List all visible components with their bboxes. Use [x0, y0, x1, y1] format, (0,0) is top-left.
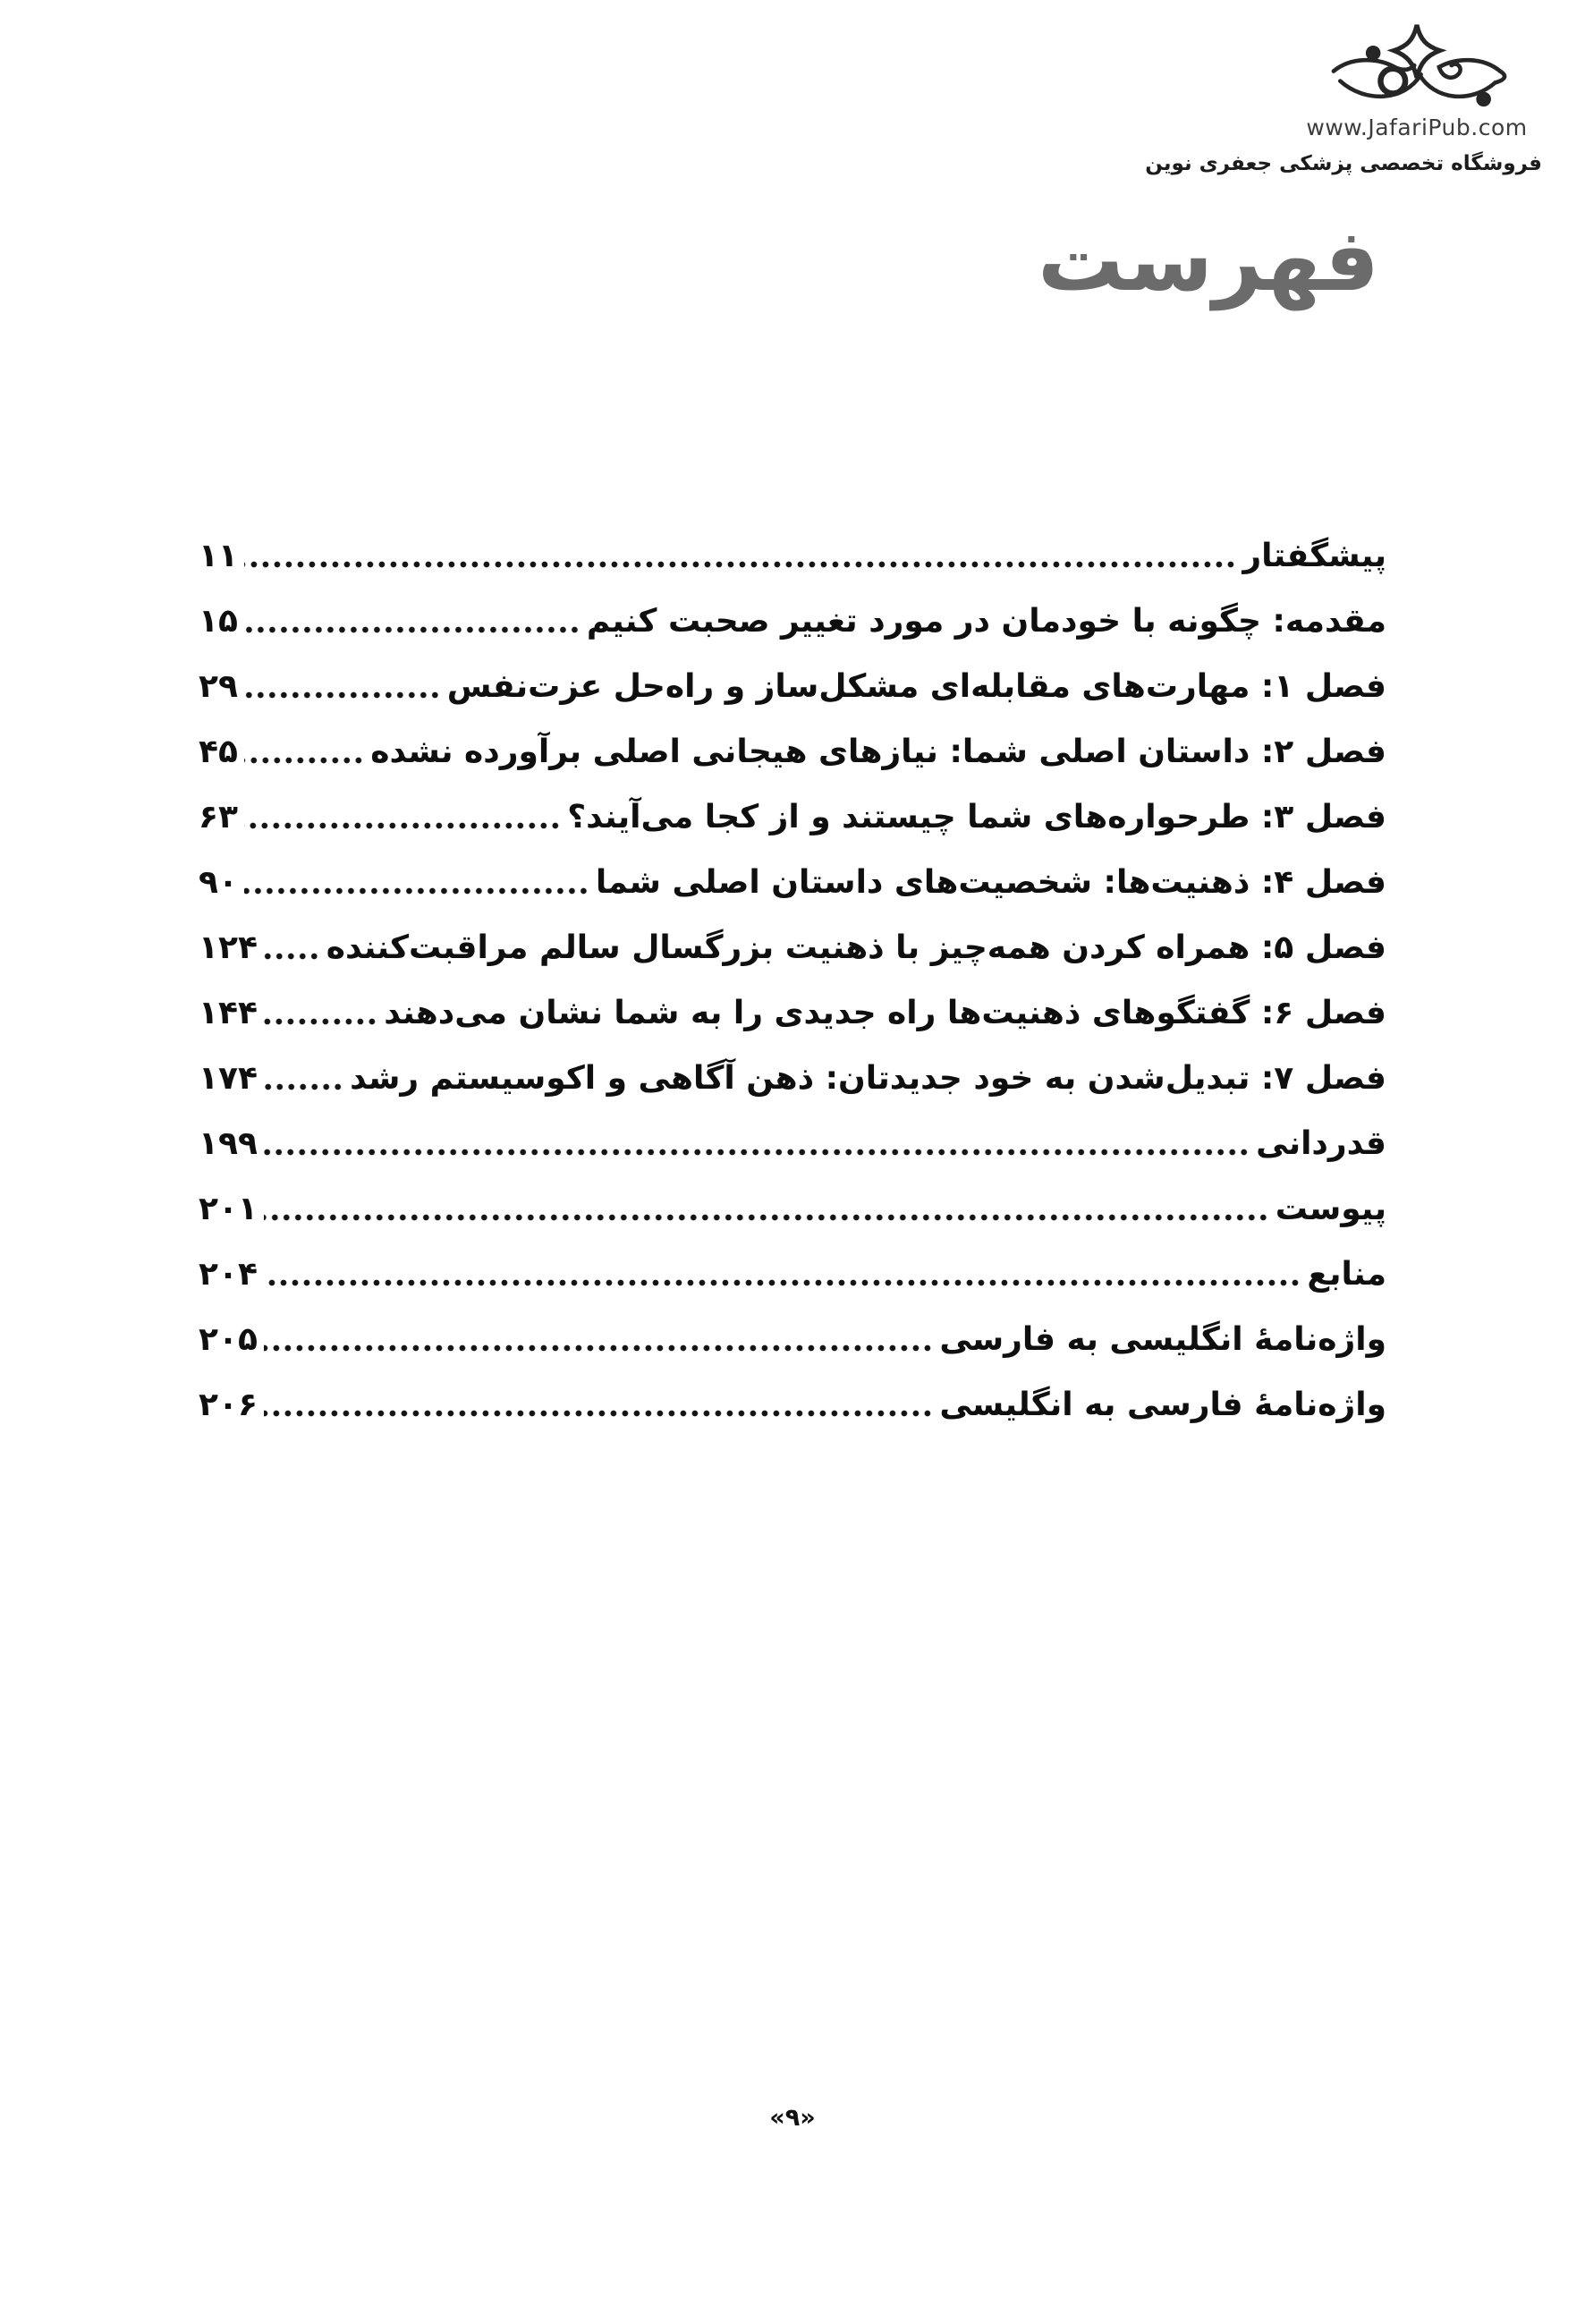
toc-row	[199, 600, 1386, 640]
toc-row	[199, 861, 1386, 901]
dotted-leader	[244, 561, 1236, 568]
toc-row	[199, 927, 1386, 966]
toc-entry-page-number: ۱۹۹	[199, 1125, 258, 1163]
toc-list	[199, 535, 1386, 1449]
dotted-leader	[264, 1279, 1301, 1286]
dotted-leader	[264, 1214, 1269, 1221]
toc-entry-label: منابع	[1307, 1256, 1386, 1293]
toc-row	[199, 1319, 1386, 1358]
toc-entry-label: پیوست	[1275, 1191, 1386, 1228]
toc-entry-label: فصل ۷: تبدیل‌شدن به خود جدیدتان: ذهن آگاهی و اکوسیستم رشد	[350, 1060, 1386, 1098]
toc-entry-page-number: ۲۰۴	[199, 1256, 258, 1293]
dotted-leader	[244, 887, 589, 895]
toc-row	[199, 1123, 1386, 1162]
toc-entry-page-number: ۲۰۵	[199, 1321, 258, 1359]
dotted-leader	[264, 1344, 933, 1352]
dotted-leader	[244, 822, 561, 829]
publisher-tagline: فروشگاه تخصصی پزشکی جعفری نوین	[1145, 152, 1542, 175]
dotted-leader	[264, 1149, 1250, 1156]
toc-row	[199, 992, 1386, 1031]
toc-row	[199, 796, 1386, 835]
toc-row	[199, 1384, 1386, 1423]
toc-entry-label: واژه‌نامهٔ فارسی به انگلیسی	[939, 1387, 1386, 1424]
toc-entry-page-number: ۶۳	[199, 799, 238, 836]
toc-row	[199, 1188, 1386, 1227]
toc-entry-page-number: ۴۵	[199, 734, 238, 771]
toc-row	[199, 535, 1386, 574]
toc-entry-page-number: ۲۹	[199, 668, 238, 706]
toc-entry-label: پیشگفتار	[1242, 538, 1386, 575]
toc-entry-label: فصل ۵: همراه کردن همه‌چیز با ذهنیت بزرگسال سالم مراقبت‌کننده	[326, 929, 1386, 967]
toc-entry-page-number: ۱۵	[199, 603, 238, 640]
toc-entry-page-number: ۲۰۶	[199, 1387, 258, 1424]
toc-entry-label: واژه‌نامهٔ انگلیسی به فارسی	[939, 1321, 1386, 1359]
toc-entry-label: قدردانی	[1256, 1125, 1386, 1163]
dotted-leader	[244, 691, 441, 699]
dotted-leader	[264, 1410, 933, 1417]
dotted-leader	[244, 626, 581, 633]
toc-entry-page-number: ۲۰۱	[199, 1191, 258, 1228]
page-title: فهرست	[1038, 210, 1379, 310]
toc-entry-page-number: ۱۱	[199, 538, 238, 575]
dotted-leader	[264, 1018, 377, 1025]
toc-entry-page-number: ۱۴۴	[199, 995, 258, 1032]
toc-entry-label: فصل ۳: طرحواره‌های شما چیستند و از کجا می‌آیند؟	[567, 799, 1386, 836]
dotted-leader	[264, 953, 320, 960]
toc-entry-page-number: ۱۷۴	[199, 1060, 258, 1098]
toc-entry-label: مقدمه: چگونه با خودمان در مورد تغییر صحبت کنیم	[586, 603, 1386, 640]
toc-entry-label: فصل ۴: ذهنیت‌ها: شخصیت‌های داستان اصلی شما	[595, 864, 1386, 902]
dotted-leader	[244, 757, 364, 764]
toc-entry-label: فصل ۱: مهارت‌های مقابله‌ای مشکل‌ساز و راه‌حل عزت‌نفس	[446, 668, 1386, 706]
dotted-leader	[264, 1083, 343, 1090]
toc-row	[199, 1057, 1386, 1097]
publisher-logo-icon	[1322, 20, 1512, 113]
toc-entry-page-number: ۹۰	[199, 864, 238, 902]
toc-row	[199, 731, 1386, 770]
publisher-website: www.JafariPub.com	[1306, 115, 1528, 140]
toc-entry-label: فصل ۲: داستان اصلی شما: نیازهای هیجانی اصلی برآورده نشده	[370, 734, 1386, 771]
toc-row	[199, 1253, 1386, 1293]
toc-entry-label: فصل ۶: گفتگوهای ذهنیت‌ها راه جدیدی را به شما نشان می‌دهند	[384, 995, 1386, 1032]
toc-entry-page-number: ۱۲۴	[199, 929, 258, 967]
footer-page-number: «۹»	[769, 2104, 816, 2132]
toc-row	[199, 666, 1386, 705]
publisher-header	[1145, 20, 1542, 175]
